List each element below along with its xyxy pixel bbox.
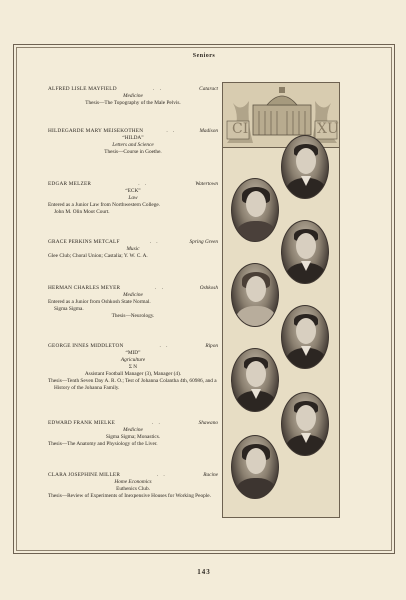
page-number: 143 — [197, 568, 211, 576]
senior-detail: Sigma Sigma. — [54, 306, 84, 312]
senior-detail: Thesis—Course in Goethe. — [104, 149, 162, 155]
senior-fraternity: Σ N — [128, 364, 138, 370]
senior-detail: Euthenics Club. — [116, 486, 150, 492]
senior-entry: HILDEGARDE MARY MEISEKOTHEN . . Madison “HILDA” Letters and Science Thesis—Course in Goethe. — [48, 128, 218, 155]
portrait-mayfield — [281, 135, 329, 199]
senior-name: CLARA JOSEPHINE MILLER — [48, 472, 121, 478]
senior-nickname: “HILDA” — [122, 135, 144, 141]
senior-nickname: “MID” — [125, 350, 141, 356]
campus-building-illustration — [223, 83, 340, 148]
portrait-metcalf — [231, 263, 279, 327]
portrait-melzer — [281, 220, 329, 284]
senior-name: EDWARD FRANK MIELKE — [48, 420, 116, 426]
portrait-mielke — [281, 392, 329, 456]
portrait-meyer — [281, 305, 329, 369]
senior-college: Medicine — [123, 292, 143, 298]
senior-entry: ALFRED LISLE MAYFIELD . . Cataract Medicine Thesis—The Topography of the Male Pelvis. — [48, 86, 218, 106]
senior-name: HILDEGARDE MARY MEISEKOTHEN — [48, 128, 144, 134]
senior-detail: Entered as a Junior from Oshkosh State Normal. — [48, 299, 151, 305]
senior-entry: HERMAN CHARLES MEYER . . Oshkosh Medicine Entered as a Junior from Oshkosh State Normal. Sigma Sigma. Thesis—Neurology. — [48, 285, 218, 319]
crest-letter-right: XU — [317, 121, 339, 137]
senior-name: GRACE PERKINS METCALF — [48, 239, 120, 245]
page-header: Seniors — [192, 53, 216, 59]
senior-college: Music — [126, 246, 140, 252]
senior-hometown: Cataract — [199, 86, 218, 92]
senior-name: GEORGE INNES MIDDLETON — [48, 343, 124, 349]
senior-detail: Entered as a Junior Law from Northwestern College. — [48, 202, 161, 208]
senior-college: Law — [128, 195, 138, 201]
senior-entry: EDWARD FRANK MIELKE . . Shawano Medicine Sigma Sigma; Monastics. Thesis—The Anatomy and Physiology of the Liver. — [48, 420, 218, 447]
senior-detail: Thesis—The Topography of the Male Pelvis. — [85, 100, 181, 106]
senior-hometown: Oshkosh — [199, 285, 218, 291]
senior-entry: GRACE PERKINS METCALF . . Spring Green Music Glee Club; Choral Union; Castalia; Y. W. C. A. — [48, 239, 218, 259]
senior-hometown: Shawano — [198, 420, 218, 426]
senior-entry: GEORGE INNES MIDDLETON . . Ripon “MID” Agriculture Σ N Assistant Football Manager (3), Manager (4). Thesis—Tenth Seven Day A. R. O.; Test of Johanna Colantha 4th, 60986, and a History of the Johanna Family. — [48, 343, 218, 391]
senior-detail: Assistant Football Manager (3), Manager (4). — [84, 371, 182, 377]
senior-college: Home Economics — [114, 479, 152, 485]
senior-entry: CLARA JOSEPHINE MILLER . . Racine Home Economics Euthenics Club. Thesis—Review of Experiments of Inexpensive Houses for Working People. — [48, 472, 218, 499]
senior-college: Medicine — [123, 427, 143, 433]
senior-detail: John M. Olin Moot Court. — [54, 209, 110, 215]
senior-name: ALFRED LISLE MAYFIELD — [48, 86, 117, 92]
senior-detail: Thesis—Review of Experiments of Inexpensive Houses for Working People. — [48, 493, 211, 499]
senior-hometown: Spring Green — [189, 239, 218, 245]
senior-hometown: Ripon — [205, 343, 218, 349]
university-crest-illustration — [223, 83, 340, 148]
crest-letter-left: CI — [232, 121, 249, 137]
portrait-miller — [231, 435, 279, 499]
portrait-meisekothen — [231, 178, 279, 242]
senior-detail: Glee Club; Choral Union; Castalia; Y. W. C. A. — [48, 253, 148, 259]
senior-college: Letters and Science — [112, 142, 154, 148]
portrait-middleton — [231, 348, 279, 412]
senior-nickname: “ECK” — [125, 188, 141, 194]
senior-name: EDGAR MELZER — [48, 181, 92, 187]
senior-detail: Sigma Sigma; Monastics. — [105, 434, 161, 440]
senior-name: HERMAN CHARLES MEYER — [48, 285, 121, 291]
senior-hometown: Racine — [203, 472, 218, 478]
senior-entry: EDGAR MELZER . . Watertown “ECK” Law Entered as a Junior Law from Northwestern College. John M. Olin Moot Court. — [48, 181, 218, 215]
senior-hometown: Madison — [199, 128, 218, 134]
senior-hometown: Watertown — [195, 181, 218, 187]
senior-college: Medicine — [123, 93, 143, 99]
portrait-strip — [222, 82, 340, 518]
senior-detail: Thesis—Tenth Seven Day A. R. O.; Test of Johanna Colantha 4th, 60986, and a History of the Johanna Family. — [48, 378, 217, 391]
senior-detail: Thesis—Neurology. — [111, 313, 155, 319]
senior-college: Agriculture — [120, 357, 146, 363]
senior-detail: Thesis—The Anatomy and Physiology of the Liver. — [48, 441, 158, 447]
